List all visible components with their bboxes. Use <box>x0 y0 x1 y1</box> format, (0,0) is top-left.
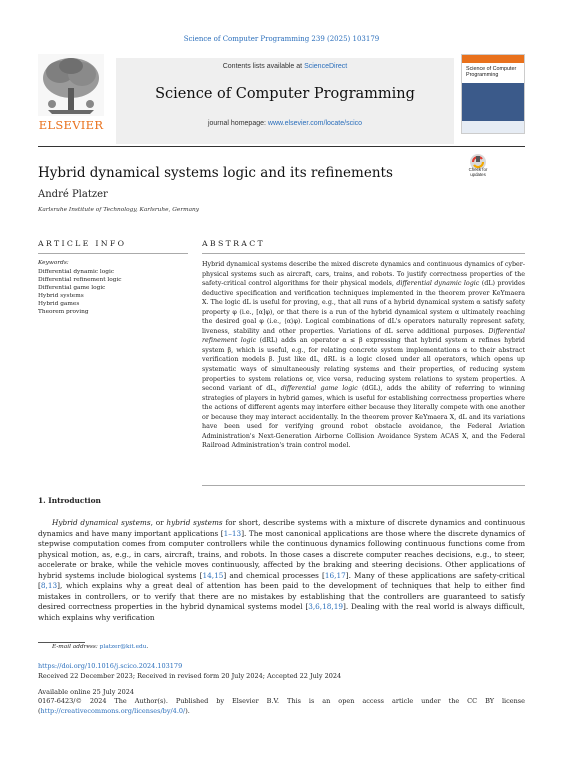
citation-link[interactable]: 14,15 <box>202 570 224 580</box>
cover-top-bar <box>462 55 524 63</box>
sciencedirect-link[interactable]: ScienceDirect <box>304 63 348 70</box>
author-affiliation: Karlsruhe Institute of Technology, Karlsruhe, Germany <box>38 207 200 213</box>
contents-available-line <box>116 63 454 70</box>
journal-homepage-link[interactable]: www.elsevier.com/locate/scico <box>267 120 363 127</box>
intro-text-part: ]. Many of these applications are safety-critical [ <box>38 570 525 591</box>
abstract-text <box>202 260 525 451</box>
keyword-item: Hybrid systems <box>38 293 84 299</box>
footnote-rule <box>38 642 85 643</box>
abstract-text-part: Hybrid dynamical systems describe the mixed discrete dynamics and continuous dynamics of cyber-physical systems such as aircraft, cars, trains, and robots. To justify correctness properties of the safety-critical control algorithms for their physical models, <box>202 261 525 288</box>
license-link[interactable]: http://creativecommons.org/licenses/by/4.0/ <box>40 706 186 715</box>
citation-link[interactable]: 8,13 <box>40 581 58 591</box>
journal-cover-thumbnail[interactable] <box>461 54 525 134</box>
author-email-line <box>52 644 148 650</box>
email-end: . <box>146 644 149 650</box>
journal-title: Science of Computer Programming <box>155 86 415 102</box>
article-title: Hybrid dynamical systems logic and its refinements <box>38 165 393 181</box>
intro-text-part: ] and chemical processes [ <box>223 570 325 580</box>
journal-homepage-line <box>116 120 454 127</box>
cover-image-block <box>462 83 524 121</box>
license-end: ). <box>185 706 190 715</box>
doi-link[interactable]: https://doi.org/10.1016/j.scico.2024.103179 <box>38 662 183 670</box>
intro-emphasis: Hybrid dynamical systems <box>52 518 151 527</box>
cover-bottom-block <box>462 121 524 133</box>
intro-text-part: , or <box>150 518 167 527</box>
elsevier-logo-text: ELSEVIER <box>38 118 104 132</box>
article-info-heading: ARTICLE INFO <box>38 239 127 248</box>
intro-text-part: ], which explains why a great deal of attention has been paid to the development of techniques that help to either find mistakes in controllers, or to verify that there are no mistakes by establishing that the controllers are guaranteed to satisfy desired correctness properties in the hybrid dynamical systems model [ <box>38 581 525 612</box>
intro-emphasis: hybrid systems <box>166 518 223 527</box>
contents-prefix: Contents lists available at <box>222 63 305 70</box>
email-label: E-mail address: <box>52 644 100 650</box>
keyword-item: Theorem proving <box>38 309 89 315</box>
header-rule <box>38 146 525 147</box>
abstract-emphasis: differential dynamic logic <box>396 280 480 288</box>
abstract-text-part: (dGL), adds the ability of referring to winning strategies of players in hybrid games, which is useful for establishing correctness properties where the actions of different agents may interfere either because they literally compete with one another or because they may interact accidentally. In the theorem prover KeYmaera X, dL and its variations have been used for verifying ground robot obstacle avoidance, the Federal Aviation Administration's Next-Generation Airborne Collision Avoidance System ACAS X, and the Federal Railroad Administration's train control model. <box>202 385 525 450</box>
intro-text-part: for short, describe systems with a mixture of discrete dynamics and continuous dynamics and have many important applications [ <box>38 518 525 538</box>
keyword-item: Differential game logic <box>38 285 106 291</box>
author-email-link[interactable]: platzer@kit.edu <box>99 644 147 650</box>
license-text: 0167-6423/© 2024 The Author(s). Published by Elsevier B.V. This is an open access article under the CC BY license ( <box>38 697 525 715</box>
keyword-item: Differential refinement logic <box>38 277 122 283</box>
keywords-list <box>38 268 122 316</box>
abstract-text-part: (dL) provides deductive specification and verification techniques implemented in the theorem prover KeYmaera X. The logic dL is useful for proving, e.g., that all runs of a hybrid dynamical system α satisfy safety property φ (i.e., [α]φ), or that there is a run of the hybrid dynamical system α ultimately reaching the desired goal φ (i.e., ⟨α⟩φ). Logical combinations of dL's operators naturally represent safety, liveness, stability and other properties. Variations of dL serve additional purposes. <box>202 280 525 335</box>
abstract-heading: ABSTRACT <box>202 239 265 248</box>
author-name: André Platzer <box>38 189 108 200</box>
citation-link[interactable]: 1–13 <box>223 528 242 538</box>
abstract-emphasis: differential game logic <box>280 385 358 393</box>
received-dates: Received 22 December 2023; Received in revised form 20 July 2024; Accepted 22 July 2024 <box>38 672 342 680</box>
journal-citation[interactable]: Science of Computer Programming 239 (2025) 103179 <box>183 35 380 43</box>
abstract-emphasis: Differential refinement logic <box>202 327 525 345</box>
introduction-paragraph <box>38 518 525 623</box>
keywords-label: Keywords: <box>38 260 69 266</box>
intro-text-part: ]. The most canonical applications are those where the discrete dynamics of stepwise computation comes from computer controllers while the continuous dynamics following continuous functions come from physical motion, as, e.g., in cars, aircraft, trains, and robots. In those cases a discrete computer reaches decisions, e.g., to steer, accelerate or brake, while the vehicle moves continuously, affected by the braking and steering decisions. Other applications of hybrid systems include biological systems [ <box>38 528 526 580</box>
citation-link[interactable]: 16,17 <box>324 570 346 580</box>
license-statement <box>38 697 525 716</box>
intro-text-part: ]. Dealing with the real world is always difficult, which explains why verification <box>38 602 525 622</box>
available-online-date: Available online 25 July 2024 <box>38 688 135 696</box>
abstract-bottom-rule <box>202 485 525 486</box>
cover-title: Science of Computer Programming <box>466 66 517 78</box>
abstract-text-part: (dRL) adds an operator α ≤ β expressing that hybrid system α refines hybrid system β, which is useful, e.g., for relating concrete system implementations α to their abstract verification models β. Just like dL, dRL is a logic closed under all operators, which opens up systematic ways of simultaneously relating systems and their properties, of reducing system properties to system relations or, vice versa, reducing system relations to system properties. A second variant of dL, <box>202 337 525 393</box>
keyword-item: Differential dynamic logic <box>38 269 115 275</box>
homepage-prefix: journal homepage: <box>207 120 268 127</box>
section-heading-introduction: 1. Introduction <box>38 496 101 505</box>
keyword-item: Hybrid games <box>38 301 80 307</box>
article-info-rule <box>38 253 188 254</box>
citation-link[interactable]: 3,6,18,19 <box>308 602 344 612</box>
abstract-rule <box>202 253 525 254</box>
check-for-updates-label[interactable]: Check for updates <box>468 167 488 177</box>
